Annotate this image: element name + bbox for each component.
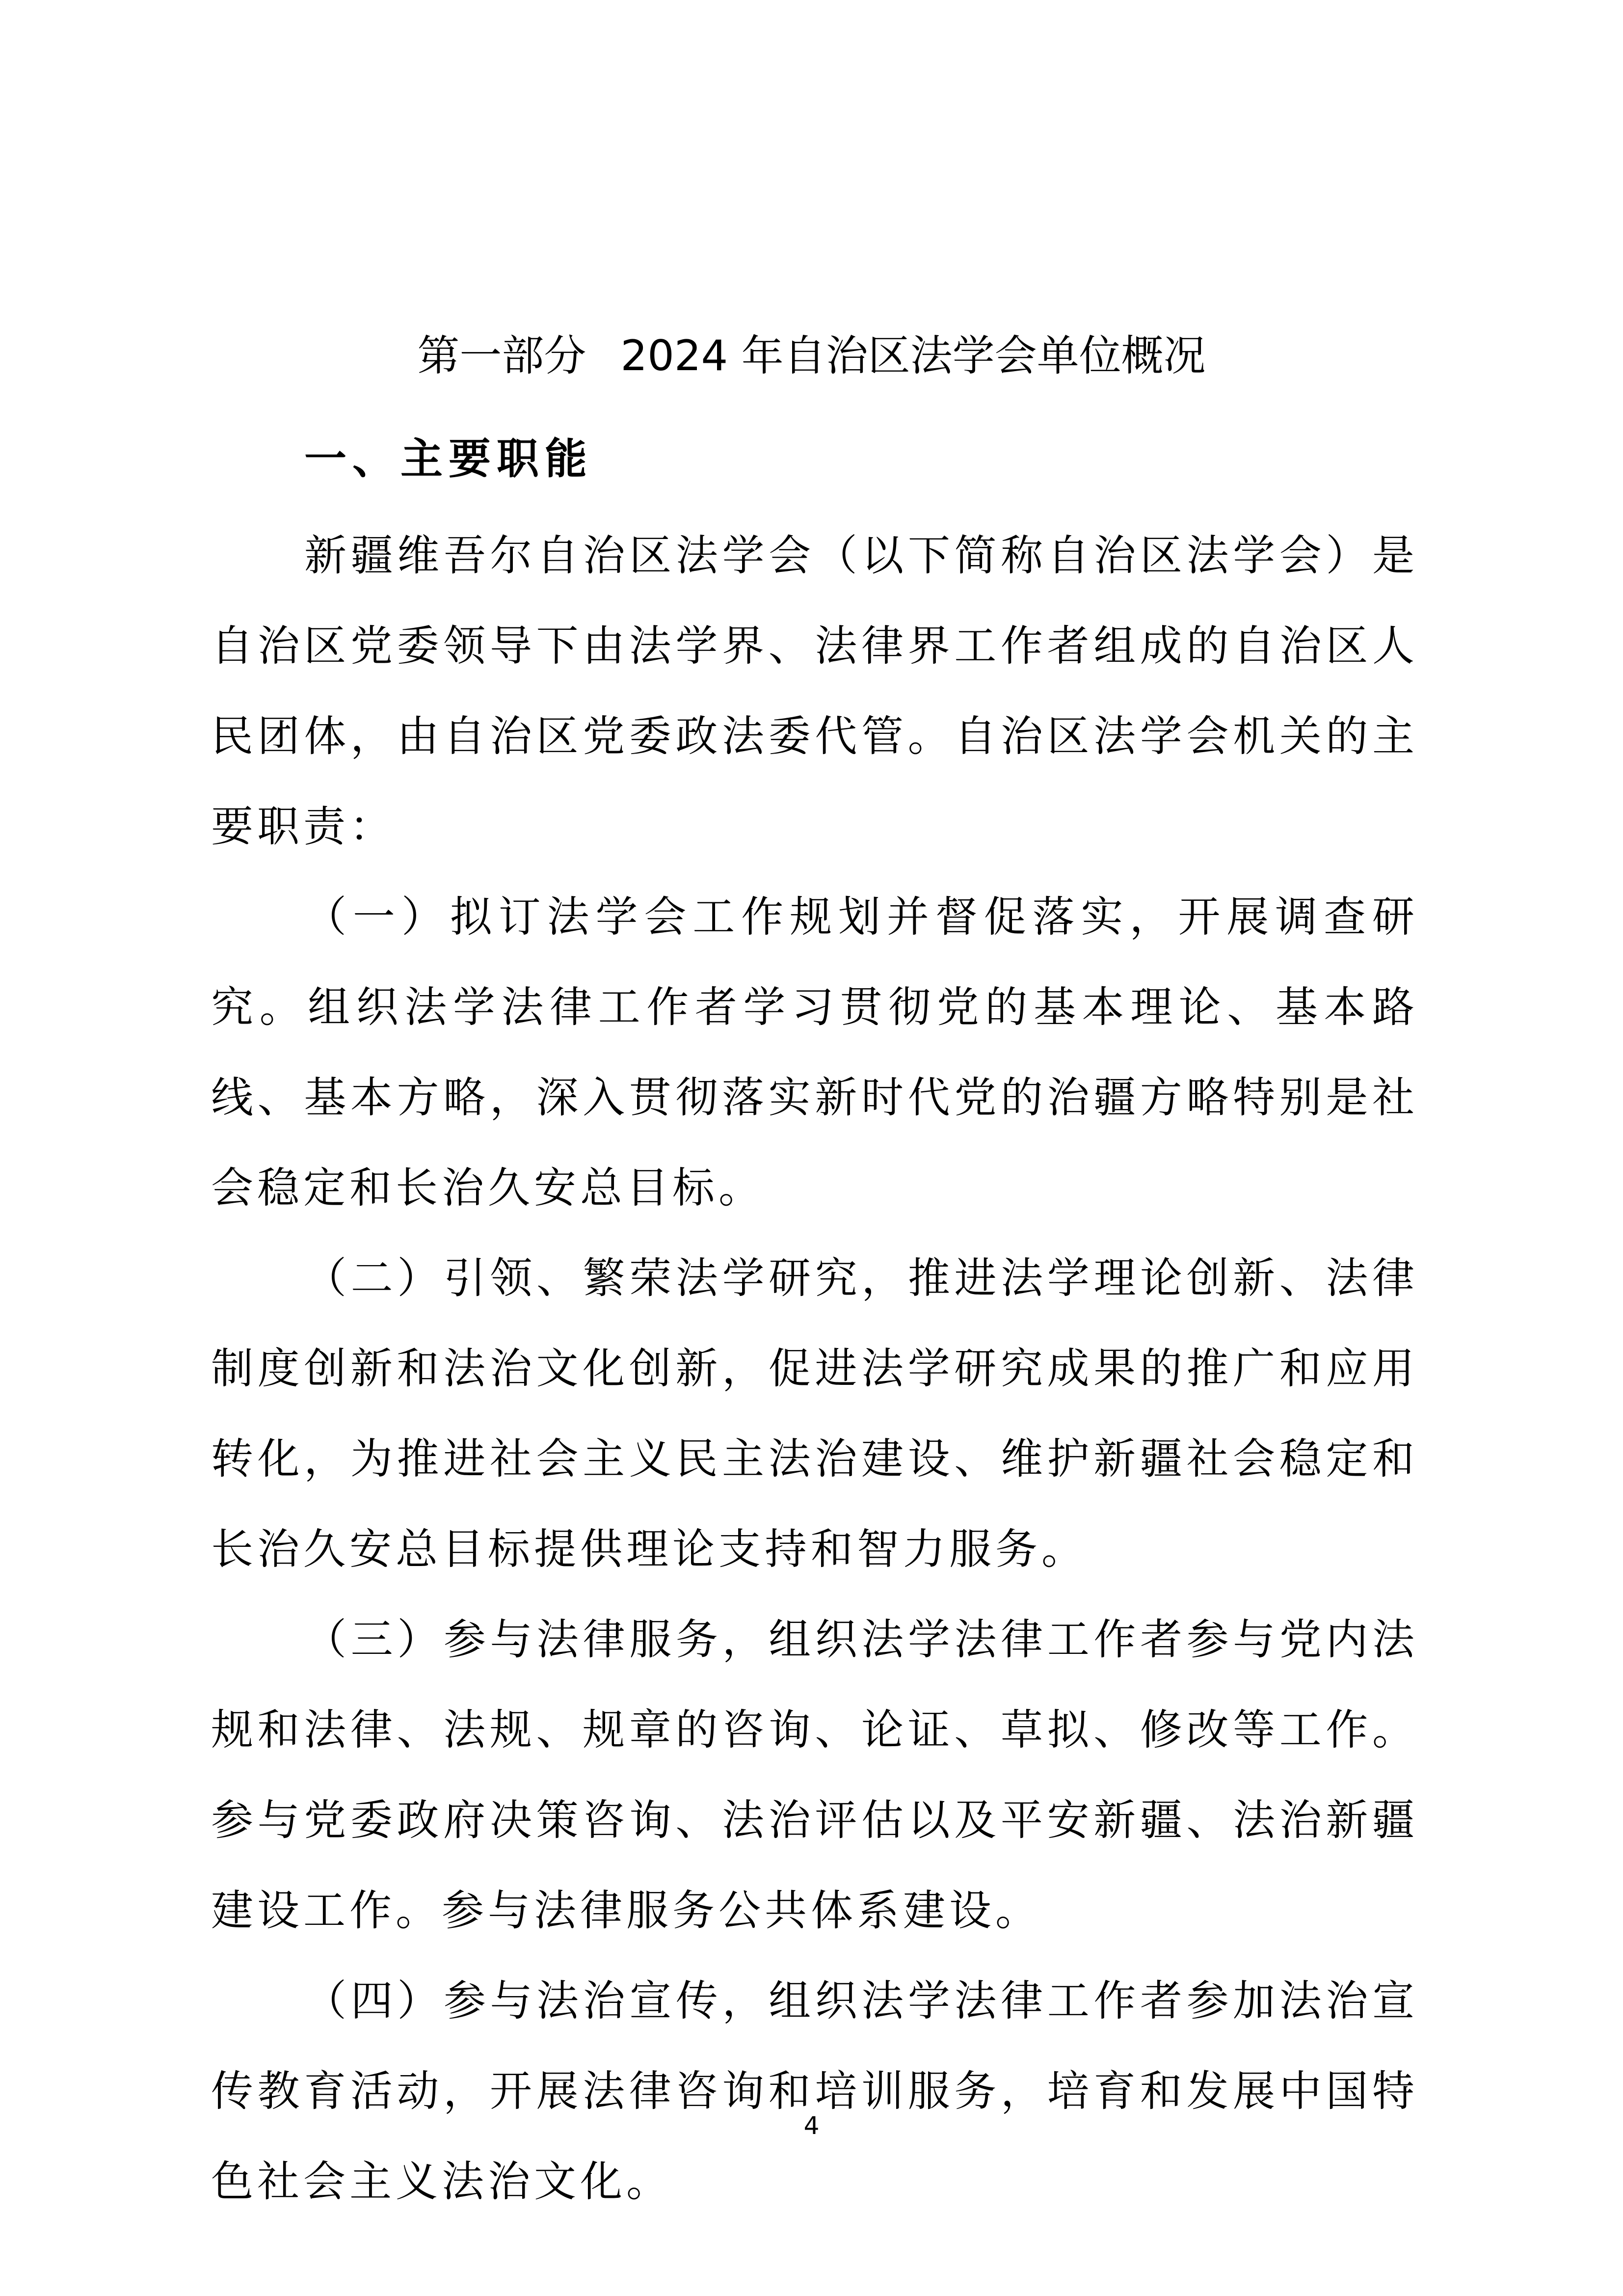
paragraph-item-4: （四）参与法治宣传，组织法学法律工作者参加法治宣传教育活动，开展法律咨询和培训服务，培育和发展中国特色社会主义法治文化。 (211, 1976, 1418, 2206)
title-main-text: 2024 年自治区法学会单位概况 (620, 331, 1206, 380)
paragraph-item-2: （二）引领、繁荣法学研究，推进法学理论创新、法律制度创新和法治文化创新，促进法学研究成果的推广和应用转化，为推进社会主义民主法治建设、维护新疆社会稳定和长治久安总目标提供理论支持和智力服务。 (211, 1254, 1418, 1574)
body-text (211, 511, 1418, 2227)
section-heading: 一、主要职能 (304, 434, 593, 484)
paragraph-item-3: （三）参与法律服务，组织法学法律工作者参与党内法规和法律、法规、规章的咨询、论证、草拟、修改等工作。参与党委政府决策咨询、法治评估以及平安新疆、法治新疆建设工作。参与法律服务公共体系建设。 (211, 1615, 1418, 1935)
paragraph-item-1: （一）拟订法学会工作规划并督促落实，开展调查研究。组织法学法律工作者学习贯彻党的基本理论、基本路线、基本方略，深入贯彻落实新时代党的治疆方略特别是社会稳定和长治久安总目标。 (211, 892, 1418, 1213)
page-number: 4 (803, 2111, 820, 2140)
paragraph-intro: 新疆维吾尔自治区法学会（以下简称自治区法学会）是自治区党委领导下由法学界、法律界工作者组成的自治区人民团体，由自治区党委政法委代管。自治区法学会机关的主要职责： (211, 531, 1418, 851)
page-title (0, 324, 1623, 388)
title-part-label: 第一部分 (417, 331, 586, 380)
